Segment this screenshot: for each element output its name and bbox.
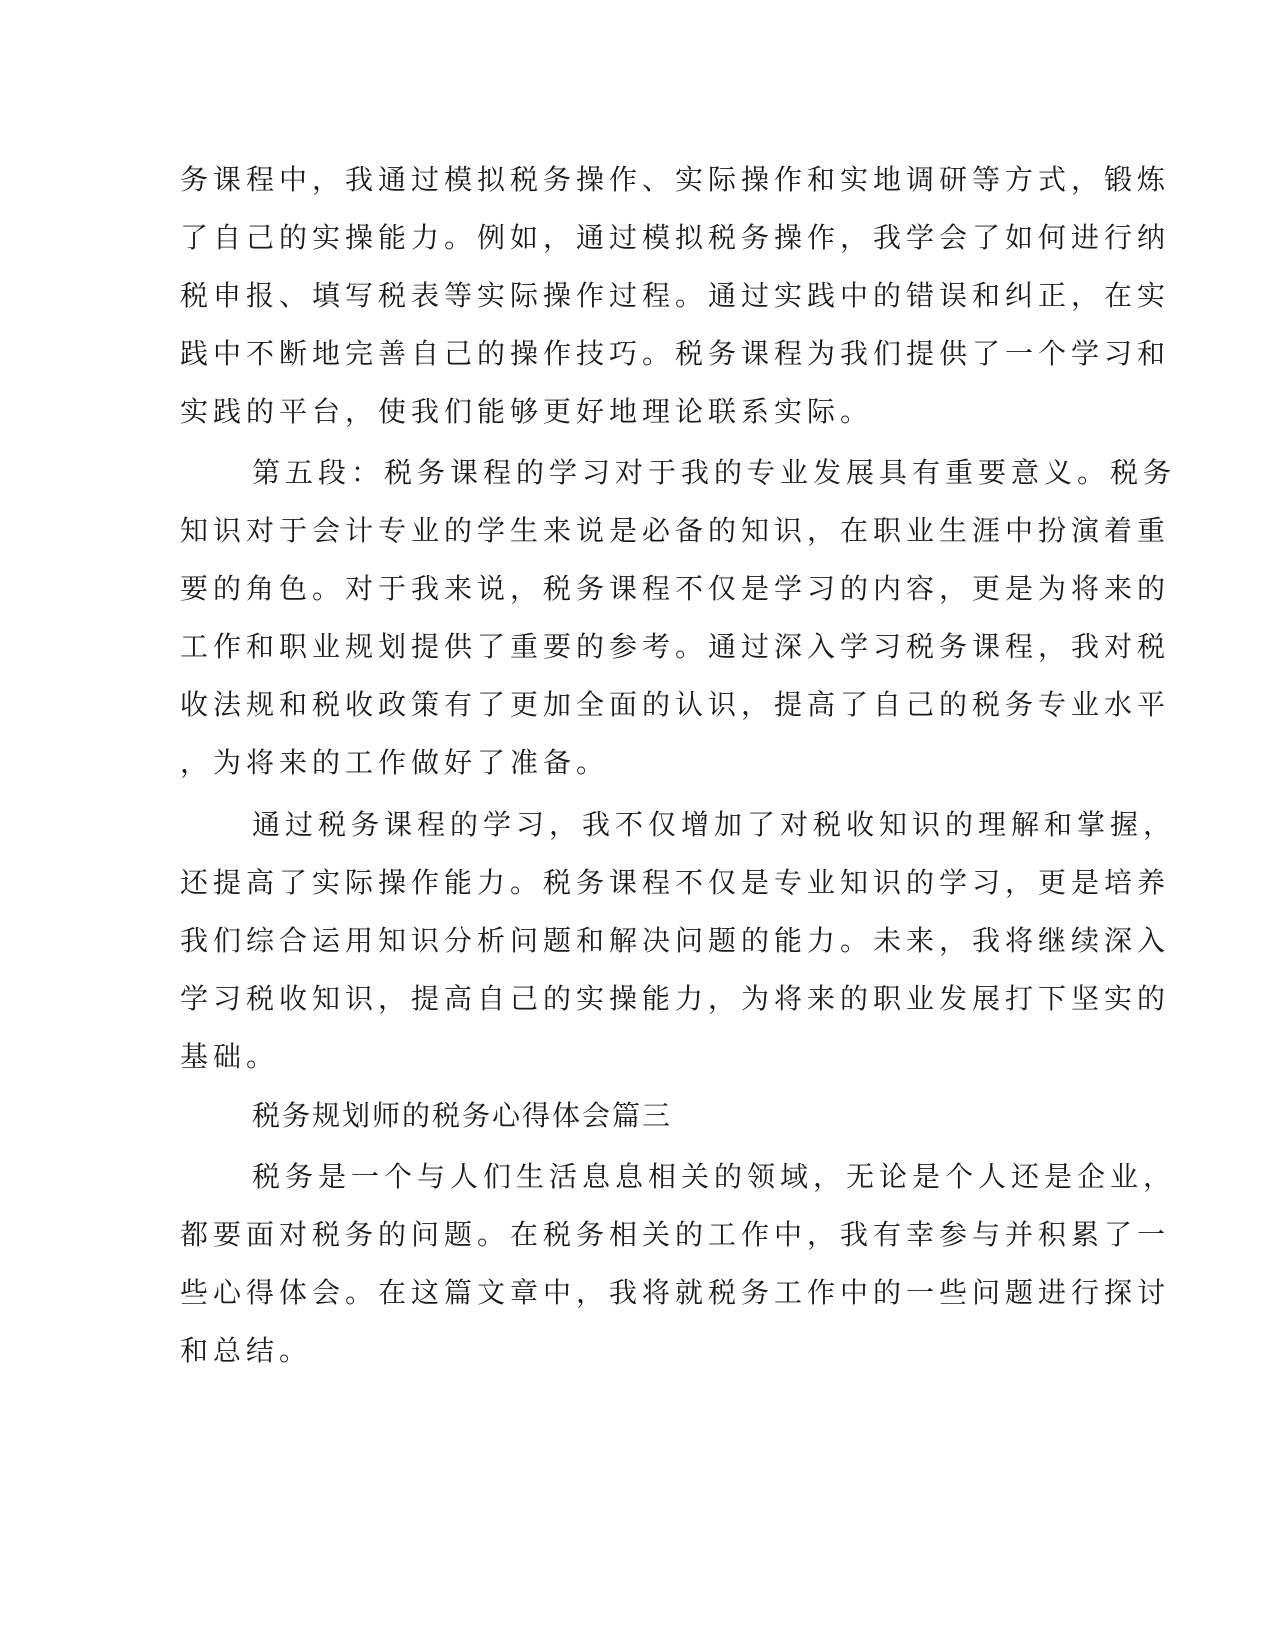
text-line: ，为将来的工作做好了准备。 [180, 746, 610, 779]
text-line: 些心得体会。在这篇文章中，我将就税务工作中的一些问题进行探讨 [180, 1276, 1171, 1309]
text-line: 税申报、填写税表等实际操作过程。通过实践中的错误和纠正，在实 [180, 279, 1171, 312]
paragraph-first-line: 税务是一个与人们生活息息相关的领域，无论是个人还是企业， [252, 1160, 1177, 1193]
paragraph-first-line: 第五段：税务课程的学习对于我的专业发展具有重要意义。税务 [252, 456, 1177, 489]
text-line: 都要面对税务的问题。在税务相关的工作中，我有幸参与并积累了一 [180, 1218, 1171, 1251]
text-line: 务课程中，我通过模拟税务操作、实际操作和实地调研等方式，锻炼 [180, 163, 1171, 196]
text-line: 工作和职业规划提供了重要的参考。通过深入学习税务课程，我对税 [180, 630, 1171, 663]
paragraph-first-line: 通过税务课程的学习，我不仅增加了对税收知识的理解和掌握， [252, 808, 1177, 841]
text-line: 学习税收知识，提高自己的实操能力，为将来的职业发展打下坚实的 [180, 982, 1171, 1015]
text-line: 践中不断地完善自己的操作技巧。税务课程为我们提供了一个学习和 [180, 337, 1171, 370]
text-line: 收法规和税收政策有了更加全面的认识，提高了自己的税务专业水平 [180, 688, 1171, 721]
text-line: 和总结。 [180, 1334, 313, 1367]
text-line: 实践的平台，使我们能够更好地理论联系实际。 [180, 395, 874, 428]
text-line: 我们综合运用知识分析问题和解决问题的能力。未来，我将继续深入 [180, 924, 1171, 957]
text-line: 了自己的实操能力。例如，通过模拟税务操作，我学会了如何进行纳 [180, 221, 1171, 254]
section-heading: 税务规划师的税务心得体会篇三 [252, 1099, 673, 1132]
text-line: 知识对于会计专业的学生来说是必备的知识，在职业生涯中扮演着重 [180, 514, 1171, 547]
text-line: 要的角色。对于我来说，税务课程不仅是学习的内容，更是为将来的 [180, 572, 1171, 605]
text-line: 还提高了实际操作能力。税务课程不仅是专业知识的学习，更是培养 [180, 866, 1171, 899]
text-line: 基础。 [180, 1040, 280, 1073]
